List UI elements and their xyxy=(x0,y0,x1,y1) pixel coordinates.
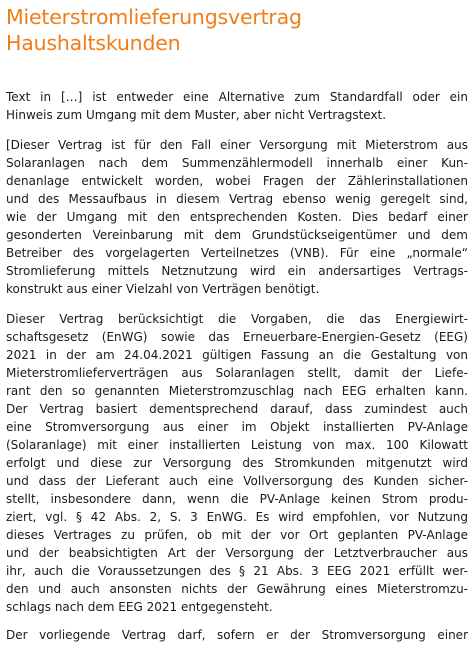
text-line: Stromlieferung mittels Netznutzung wird ein andersartiges Vertrags- xyxy=(6,264,468,278)
paragraph-scope xyxy=(6,136,468,298)
paragraph-usage xyxy=(6,626,468,644)
text-line: eine Stromversorgung aus einer im Objekt installierten PV-Anlage xyxy=(6,420,468,434)
text-line: den und auch ansonsten nichts der Gewährung eines Mieterstromzu- xyxy=(6,582,468,596)
text-line: Mieterstromlieferverträgen aus Solaranlagen stellt, damit der Liefe- xyxy=(6,366,468,380)
text-line: denanlage entwickelt worden, wobei Fragen der Zählerinstallationen xyxy=(6,174,468,188)
text-line: stellt, insbesondere dann, wenn die PV-Anlage keinen Strom produ- xyxy=(6,492,468,506)
text-line: Text in […] ist entweder eine Alternative zum Standardfall oder ein xyxy=(6,90,468,104)
text-line: Hinweis zum Umgang mit dem Muster, aber nicht Vertragstext. xyxy=(6,108,387,122)
text-line: rant den so genannten Mieterstromzuschlag nach EEG erhalten kann. xyxy=(6,384,468,398)
text-line: [Dieser Vertrag ist für den Fall einer Versorgung mit Mieterstrom aus xyxy=(6,138,468,152)
text-line: Betreiber des vorgelagerten Verteilnetzes (VNB). Für eine „normale“ xyxy=(6,246,468,260)
text-line: ziert, vgl. § 42 Abs. 2, S. 3 EnWG. Es wird empfohlen, vor Nutzung xyxy=(6,510,468,524)
text-line: und des Messaufbaus in diesem Vertrag ebenso wenig geregelt sind, xyxy=(6,192,468,206)
text-line: Der Vertrag basiert dementsprechend darauf, dass zumindest auch xyxy=(6,402,468,416)
title-line: Haushaltskunden xyxy=(6,31,181,55)
title-line: Mieterstromlieferungsvertrag xyxy=(6,5,302,29)
document-title xyxy=(6,4,468,56)
text-line: schaftsgesetz (EnWG) sowie das Erneuerbare-Energien-Gesetz (EEG) xyxy=(6,330,468,344)
paragraph-requirements xyxy=(6,310,468,616)
text-line: ihr, auch die Voraussetzungen des § 21 Abs. 3 EEG 2021 erfüllt wer- xyxy=(6,564,468,578)
paragraph-hint xyxy=(6,88,468,124)
text-line: dieses Vertrages zu prüfen, ob mit der vor Ort geplanten PV-Anlage xyxy=(6,528,468,542)
text-line: wie der Umgang mit den entsprechenden Kosten. Dies bedarf einer xyxy=(6,210,468,224)
text-line: Solaranlagen nach dem Summenzählermodell innerhalb einer Kun- xyxy=(6,156,468,170)
text-line: erfolgt und diese zur Versorgung des Stromkunden mitgenutzt wird xyxy=(6,456,468,470)
text-line: (Solaranlage) mit einer installierten Leistung von max. 100 Kilowatt xyxy=(6,438,468,452)
text-line: konstrukt aus einer Vielzahl von Verträgen benötigt. xyxy=(6,282,320,296)
text-line: schlags nach dem EEG 2021 entgegensteht. xyxy=(6,600,273,614)
text-line: gesonderten Vereinbarung mit dem Grundstückseigentümer und dem xyxy=(6,228,468,242)
text-line: 2021 in der am 24.04.2021 gültigen Fassung an die Gestaltung von xyxy=(6,348,468,362)
text-line: Dieser Vertrag berücksichtigt die Vorgaben, die das Energiewirt- xyxy=(6,312,468,326)
text-line: und der beabsichtigten Art der Versorgung der Letztverbraucher aus xyxy=(6,546,468,560)
text-line: und dass der Lieferant auch eine Vollversorgung des Kunden sicher- xyxy=(6,474,468,488)
text-line: Der vorliegende Vertrag darf, sofern er der Stromversorgung einer xyxy=(6,628,468,642)
document-page xyxy=(6,0,468,644)
